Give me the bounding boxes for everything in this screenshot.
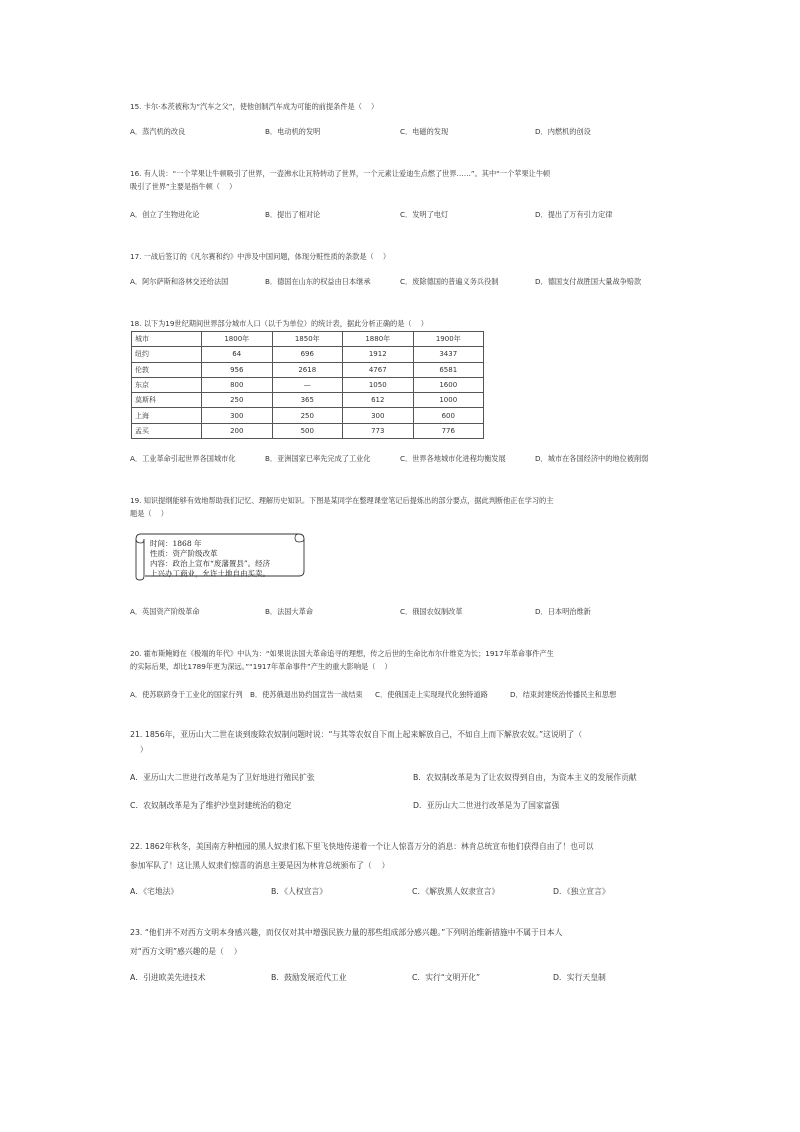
table-cell: 伦敦	[132, 362, 202, 377]
question-17	[130, 250, 670, 263]
table-cell: 300	[343, 408, 414, 423]
header-cell: 1800年	[202, 332, 273, 347]
option-c[interactable]: C．实行“文明开化”	[412, 973, 481, 982]
option-b[interactable]: B．法国大革命	[265, 607, 314, 616]
table-cell: 上海	[132, 408, 202, 423]
question-19	[130, 494, 670, 520]
option-a[interactable]: A．使苏联跻身于工业化的国家行列	[130, 690, 243, 699]
question-23-line-2: 对“西方文明”感兴趣的是（ ）	[130, 947, 242, 956]
table-row	[132, 393, 484, 408]
table-cell: 612	[343, 393, 414, 408]
table-cell: 956	[202, 362, 273, 377]
table-cell: 6581	[413, 362, 484, 377]
table-cell: 1912	[343, 347, 414, 362]
table-row	[132, 362, 484, 377]
header-cell: 1900年	[413, 332, 484, 347]
question-18	[130, 317, 670, 330]
option-b[interactable]: B．《人权宣言》	[271, 887, 328, 896]
option-d[interactable]: D．实行天皇制	[553, 973, 606, 982]
table-cell: 250	[272, 408, 343, 423]
table-cell: 2618	[272, 362, 343, 377]
option-a[interactable]: A．引进欧美先进技术	[130, 973, 206, 982]
scroll-line-nature: 性质：资产阶级改革	[150, 549, 218, 558]
option-d[interactable]: D．亚历山大二世进行改革是为了国家富强	[413, 801, 560, 810]
scroll-line-content-1: 内容：政治上宣布“废藩置县”。经济	[150, 559, 271, 568]
question-19-line-1: 19. 知识提纲能够有效地帮助我们记忆、理解历史知识。下图是某同学在整理课堂笔记后提炼出的部分要点，据此判断他正在学习的主	[130, 496, 554, 505]
question-16-line-1: 16. 有人说：“一个苹果让牛顿吸引了世界，一壶沸水让瓦特转动了世界，一个元素让爱迪生点燃了世界……”。其中“一个苹果让牛顿	[130, 169, 551, 178]
option-a[interactable]: A．英国资产阶级革命	[130, 607, 200, 616]
option-b[interactable]: B．德国在山东的权益由日本继承	[265, 277, 371, 286]
table-row	[132, 423, 484, 438]
table-cell: 4767	[343, 362, 414, 377]
header-cell: 1880年	[343, 332, 414, 347]
option-b[interactable]: B．亚洲国家已率先完成了工业化	[265, 454, 371, 463]
table-cell: 800	[202, 377, 273, 392]
option-c[interactable]: C．俄国农奴制改革	[400, 607, 463, 616]
table-cell: 773	[343, 423, 414, 438]
question-20-line-2: 的实际后果，却比1789年更为深远。”“1917年革命事件”产生的重大影响是（ ）	[130, 662, 392, 671]
question-22	[130, 837, 670, 875]
question-22-options	[130, 886, 675, 898]
table-cell: 250	[202, 393, 273, 408]
option-a[interactable]: A．工业革命引起世界各国城市化	[130, 454, 236, 463]
question-21-line-2: ）	[130, 745, 148, 754]
option-c[interactable]: C．世界各地城市化进程均衡发展	[400, 454, 506, 463]
option-b[interactable]: B．提出了相对论	[265, 210, 321, 219]
table-cell: 纽约	[132, 347, 202, 362]
question-20-line-1: 20. 霍布斯鲍姆在《极端的年代》中认为：“如果说法国大革命追寻的理想，传之后世的生命比布尔什维克为长；1917年革命事件产生	[130, 649, 554, 658]
option-c[interactable]: C．电磁的发现	[400, 127, 449, 136]
question-16-line-2: 吸引了世界”主要是指牛顿（ ）	[130, 182, 237, 191]
option-b[interactable]: B．鼓励发展近代工业	[271, 973, 347, 982]
option-c[interactable]: C．废除德国的普遍义务兵役制	[400, 277, 499, 286]
option-a[interactable]: A．蒸汽机的改良	[130, 127, 186, 136]
option-d[interactable]: D．内燃机的创设	[535, 127, 591, 136]
question-21-options-row-2	[130, 800, 675, 812]
option-d[interactable]: D．提出了万有引力定律	[535, 210, 613, 219]
table-cell: 365	[272, 393, 343, 408]
question-19-options	[130, 607, 675, 619]
table-cell: 500	[272, 423, 343, 438]
question-21-line-1: 21. 1856年，亚历山大二世在谈到废除农奴制问题时说：“与其等农奴自下而上起来解放自己，不如自上而下解放农奴。”这说明了（	[130, 730, 583, 739]
table-cell: 776	[413, 423, 484, 438]
option-c[interactable]: C．《解放黑人奴隶宣言》	[412, 887, 500, 896]
option-c[interactable]: C．发明了电灯	[400, 210, 449, 219]
option-c[interactable]: C．使俄国走上实现现代化独特道路	[375, 690, 488, 699]
option-a[interactable]: A．亚历山大二世进行改革是为了卫好地进行殖民扩张	[130, 773, 315, 782]
table-cell: 696	[272, 347, 343, 362]
question-16	[130, 167, 670, 193]
question-17-options	[130, 277, 675, 289]
question-20	[130, 647, 670, 673]
question-18-text: 18. 以下为19世纪期间世界部分城市人口（以千为单位）的统计表，据此分析正确的是（ ）	[130, 319, 428, 328]
option-b[interactable]: B．使苏俄退出协约国宣告一战结束	[250, 690, 363, 699]
table-cell: 东京	[132, 377, 202, 392]
option-d[interactable]: D．日本明治维新	[535, 607, 591, 616]
question-23-line-1: 23. “他们并不对西方文明本身感兴趣，而仅仅对其中增强民族力量的那些组成部分感兴趣。”下列明治维新措施中不属于日本人	[130, 928, 563, 937]
table-cell: 1600	[413, 377, 484, 392]
table-cell: 3437	[413, 347, 484, 362]
header-cell: 城市	[132, 332, 202, 347]
question-22-line-2: 参加军队了！这让黑人奴隶们惊喜的消息主要是因为林肯总统颁布了（ ）	[130, 861, 390, 870]
table-cell: 300	[202, 408, 273, 423]
option-d[interactable]: D．德国支付战胜国大量战争赔款	[535, 277, 642, 286]
option-d[interactable]: D．结束封建统治传播民主和思想	[510, 690, 617, 699]
option-d[interactable]: D．城市在各国经济中的地位被削弱	[535, 454, 649, 463]
question-17-text: 17. 一战后签订的《凡尔赛和约》中涉及中国问题，体现分赃性质的条款是（ ）	[130, 252, 391, 261]
table-row	[132, 347, 484, 362]
option-a[interactable]: A．创立了生物进化论	[130, 210, 200, 219]
question-22-line-1: 22. 1862年秋冬，美国南方种植园的黑人奴隶们私下里飞快地传递着一个让人惊喜万分的消息：林肯总统宣布他们获得自由了！也可以	[130, 842, 594, 851]
table-header-row	[132, 332, 484, 347]
option-d[interactable]: D．《独立宣言》	[553, 887, 610, 896]
question-20-options	[130, 690, 675, 702]
table-row	[132, 408, 484, 423]
table-row	[132, 377, 484, 392]
option-c[interactable]: C．农奴制改革是为了维护沙皇封建统治的稳定	[130, 801, 292, 810]
notes-scroll	[133, 531, 305, 581]
table-cell: 600	[413, 408, 484, 423]
table-cell: —	[272, 377, 343, 392]
table-cell: 64	[202, 347, 273, 362]
table-cell: 200	[202, 423, 273, 438]
question-23-options	[130, 972, 675, 984]
question-21-options-row-1	[130, 772, 675, 784]
question-15-options	[130, 127, 675, 139]
scroll-line-content-2: 上兴办工商业，允许土地自由买卖。	[150, 569, 270, 578]
question-18-options	[130, 454, 675, 466]
option-a[interactable]: A．《宅地法》	[130, 887, 179, 896]
scroll-notes-text	[150, 539, 300, 579]
question-16-options	[130, 210, 675, 222]
table-cell: 1050	[343, 377, 414, 392]
table-cell: 孟买	[132, 423, 202, 438]
option-b[interactable]: B．电动机的发明	[265, 127, 321, 136]
option-a[interactable]: A．阿尔萨斯和洛林交还给法国	[130, 277, 229, 286]
table-cell: 1000	[413, 393, 484, 408]
question-15-text: 15. 卡尔·本茨被称为“汽车之父”，使他创制汽车成为可能的前提条件是（ ）	[130, 102, 379, 111]
option-b[interactable]: B．农奴制改革是为了让农奴得到自由，为资本主义的发展作贡献	[413, 773, 637, 782]
table-cell: 莫斯科	[132, 393, 202, 408]
question-21	[130, 725, 670, 759]
question-15	[130, 100, 670, 113]
question-19-line-2: 题是（ ）	[130, 509, 168, 518]
header-cell: 1850年	[272, 332, 343, 347]
scroll-line-time: 时间：1868 年	[150, 539, 202, 548]
population-table	[131, 331, 484, 439]
question-23	[130, 923, 670, 961]
